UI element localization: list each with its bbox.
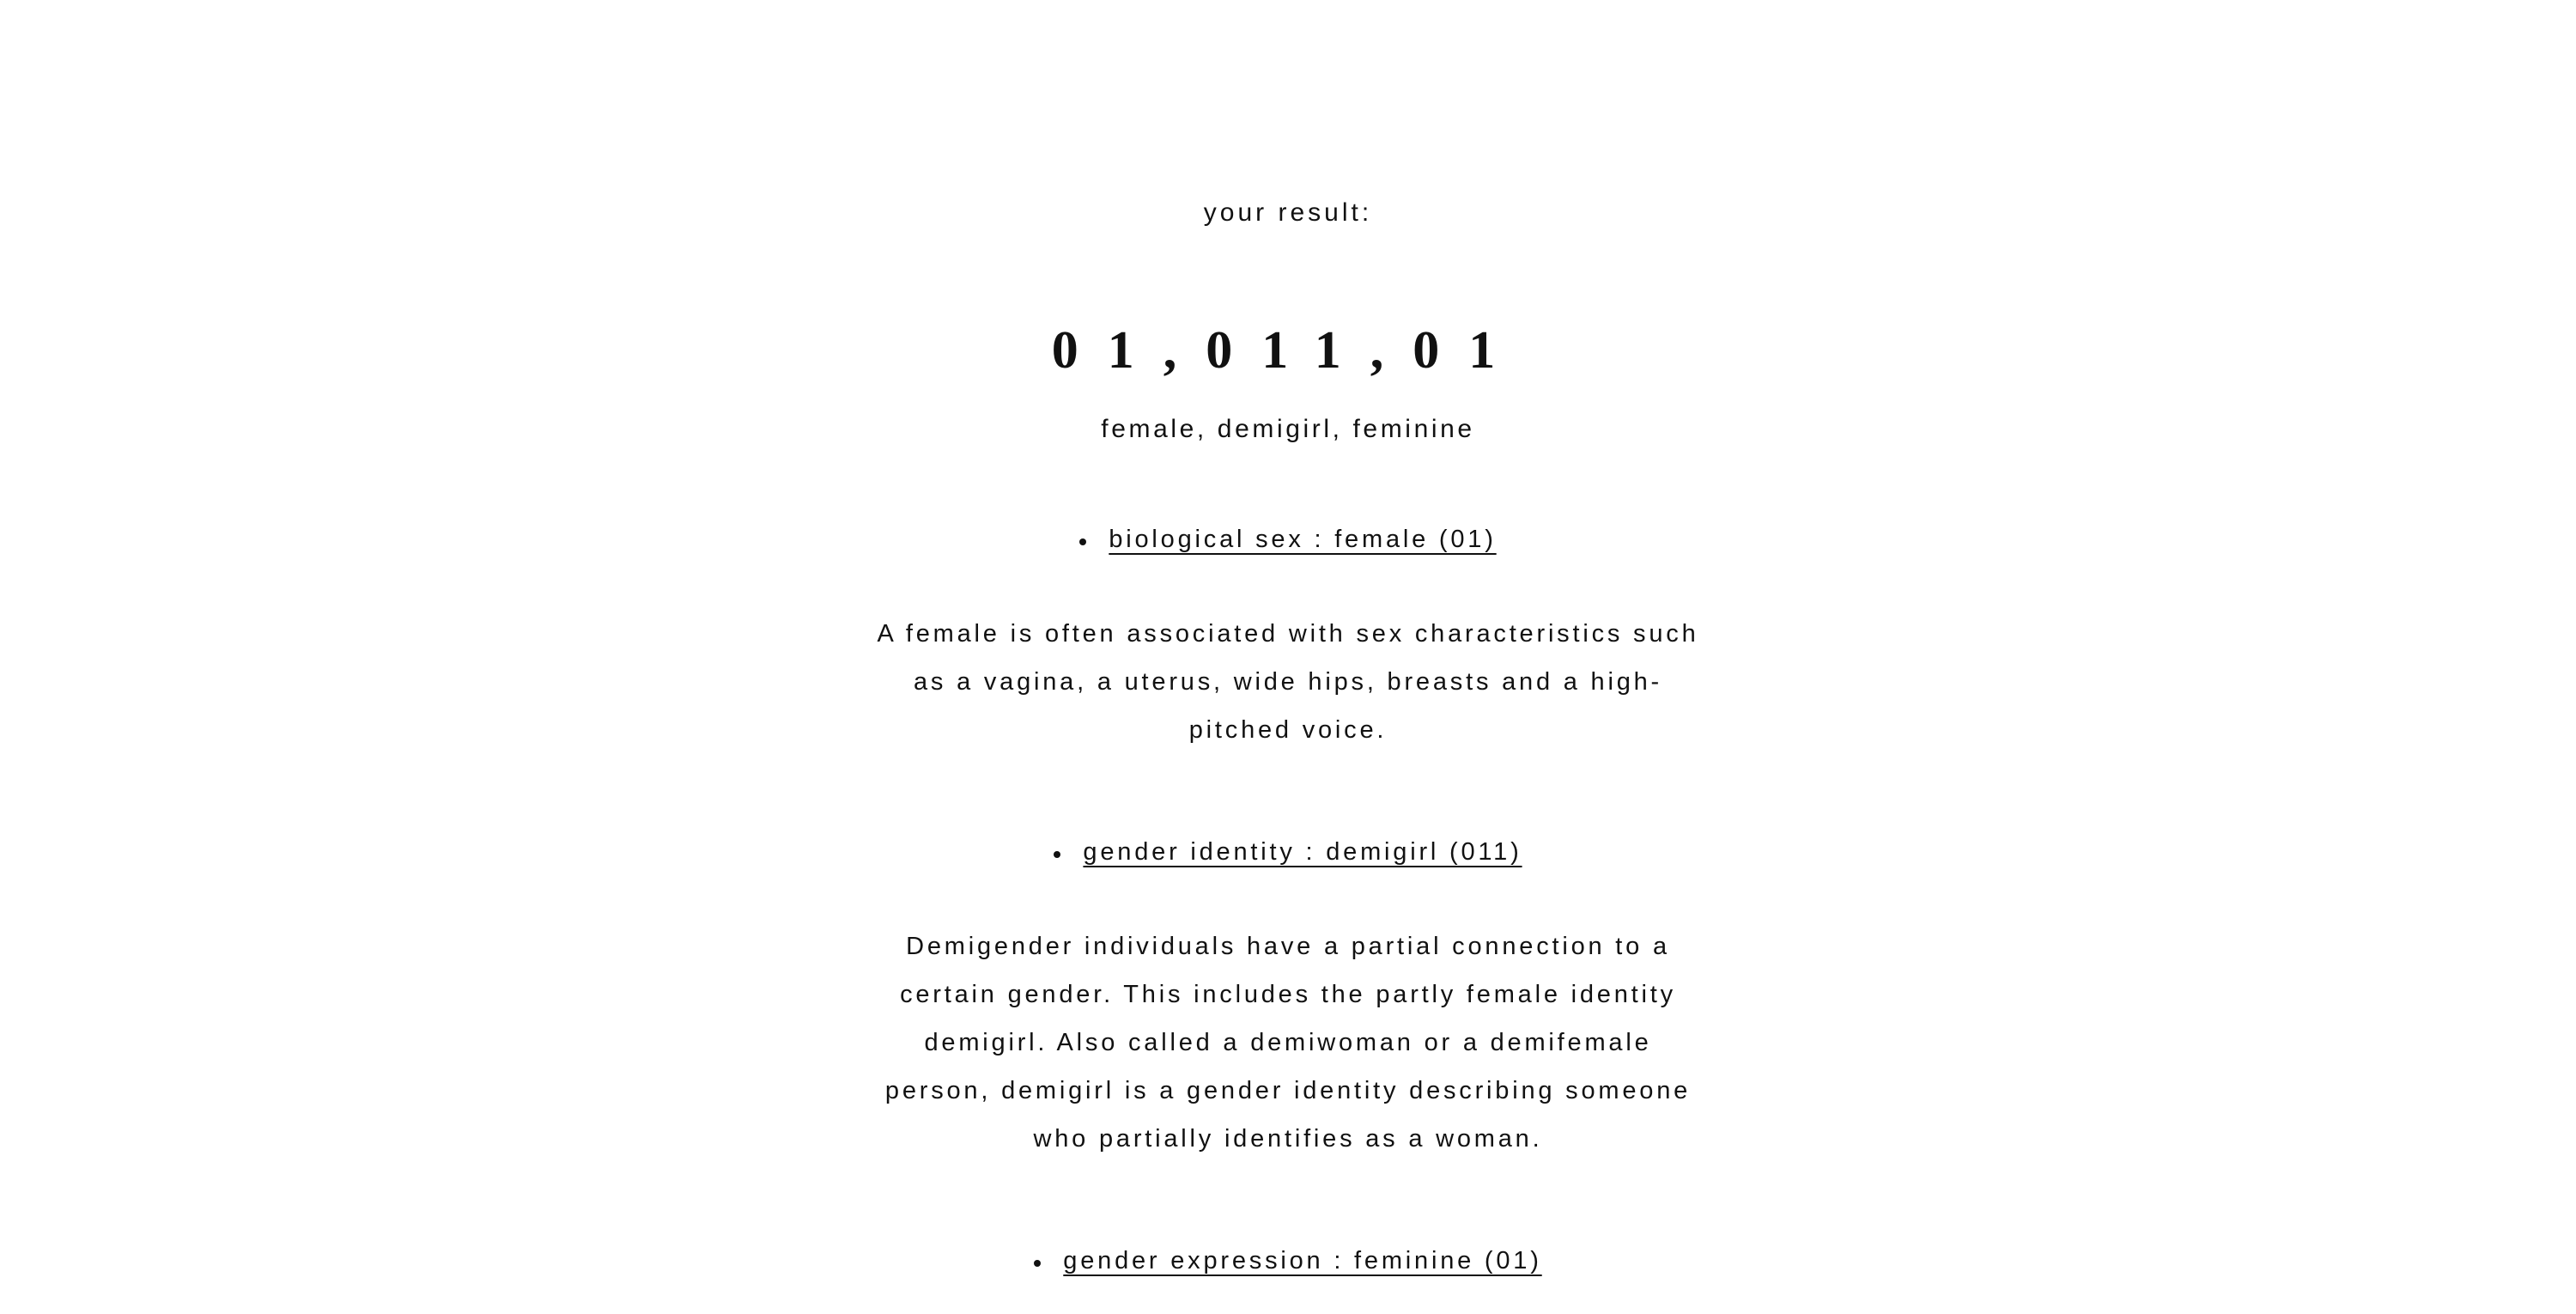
gender-identity-link[interactable]: gender identity : demigirl (011)	[1083, 838, 1522, 866]
biological-sex-description: A female is often associated with sex characteristics such as a vagina, a uterus, wide hips, breasts and a high-pitched voice.	[877, 620, 1699, 744]
bullet-icon	[1034, 1260, 1041, 1267]
section-item-biological-sex	[0, 522, 2576, 557]
result-labels: female, demigirl, feminine	[1101, 415, 1475, 443]
result-code: 01,011,01	[1051, 321, 1525, 380]
section-item-gender-expression	[0, 1244, 2576, 1278]
gender-identity-description: Demigender individuals have a partial connection to a certain gender. This includes the partly female identity demigirl. Also called a demiwoman or a demifemale person, demigirl is a gender identity describing someone who partially identifies as a woman.	[884, 933, 1692, 1153]
bullet-icon	[1054, 851, 1060, 858]
bullet-icon	[1079, 538, 1086, 545]
biological-sex-link[interactable]: biological sex : female (01)	[1109, 526, 1497, 553]
gender-expression-link[interactable]: gender expression : feminine (01)	[1063, 1247, 1542, 1274]
result-intro-label: your result:	[1203, 198, 1373, 227]
section-item-gender-identity	[0, 835, 2576, 869]
